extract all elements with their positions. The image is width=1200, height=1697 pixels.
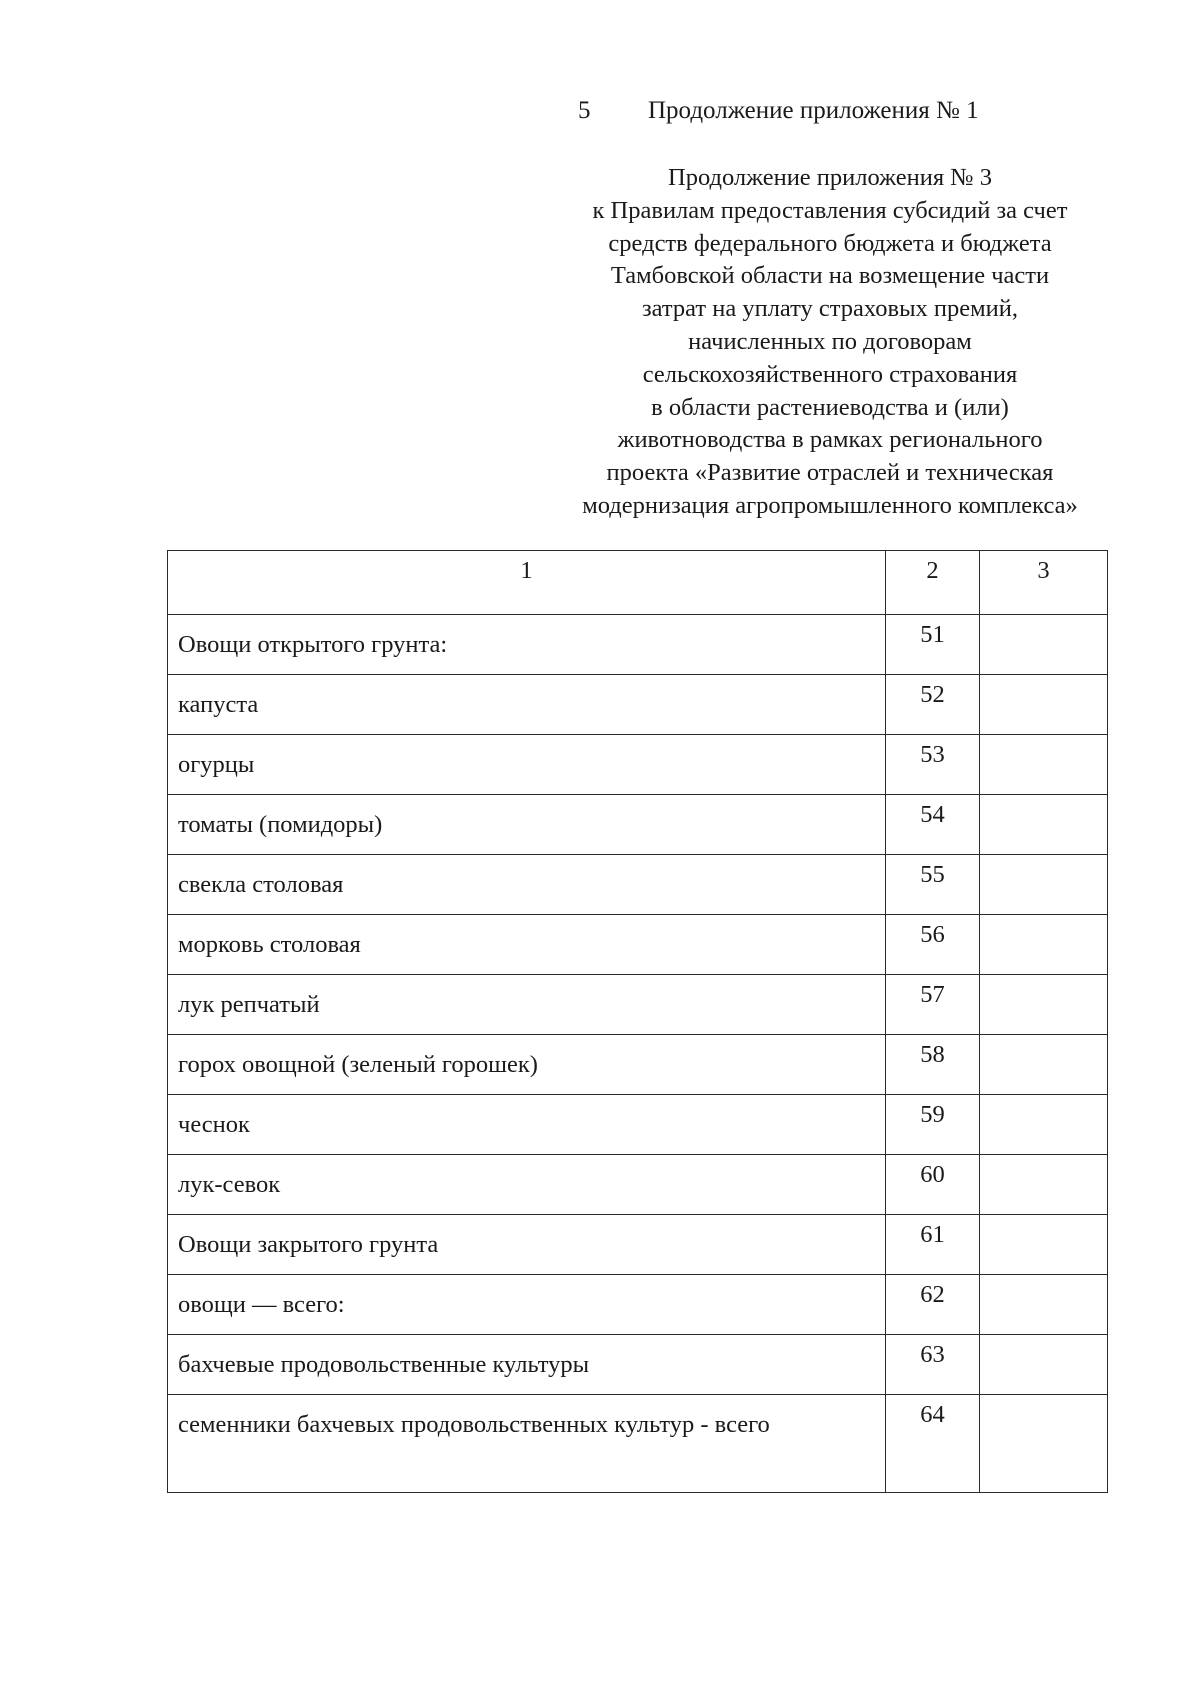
table-row <box>168 1395 1108 1493</box>
row-value <box>980 1275 1108 1335</box>
appendix-heading-line: Продолжение приложения № 3 <box>668 164 992 191</box>
table-row <box>168 735 1108 795</box>
row-name: капуста <box>168 675 886 735</box>
appendix-heading-line: начисленных по договорам <box>688 327 972 355</box>
column-header: 2 <box>886 551 980 615</box>
table-row <box>168 675 1108 735</box>
appendix-heading-line: животноводства в рамках регионального <box>617 426 1043 454</box>
row-name: огурцы <box>168 735 886 795</box>
row-value <box>980 915 1108 975</box>
table-row <box>168 615 1108 675</box>
continuation-label: Продолжение приложения № 1 <box>648 97 979 124</box>
row-code: 64 <box>886 1395 980 1493</box>
row-value <box>980 1035 1108 1095</box>
row-code: 51 <box>886 615 980 675</box>
row-code: 58 <box>886 1035 980 1095</box>
row-value <box>980 1335 1108 1395</box>
row-name: свекла столовая <box>168 855 886 915</box>
table-row <box>168 975 1108 1035</box>
row-code: 53 <box>886 735 980 795</box>
table-row <box>168 795 1108 855</box>
row-value <box>980 795 1108 855</box>
table-row <box>168 1155 1108 1215</box>
row-code: 63 <box>886 1335 980 1395</box>
table-row <box>168 1215 1108 1275</box>
row-value <box>980 1215 1108 1275</box>
table-header-row <box>168 551 1108 615</box>
row-name: лук-севок <box>168 1155 886 1215</box>
appendix-heading-line: в области растениеводства и (или) <box>651 393 1009 421</box>
row-code: 61 <box>886 1215 980 1275</box>
row-code: 60 <box>886 1155 980 1215</box>
row-value <box>980 975 1108 1035</box>
row-value <box>980 1095 1108 1155</box>
appendix-heading-line: к Правилам предоставления субсидий за счет <box>592 196 1068 224</box>
row-name: семенники бахчевых продовольственных культур - всего <box>168 1395 886 1493</box>
row-name: Овощи закрытого грунта <box>168 1215 886 1275</box>
row-name: морковь столовая <box>168 915 886 975</box>
row-name: лук репчатый <box>168 975 886 1035</box>
row-name: томаты (помидоры) <box>168 795 886 855</box>
table-row <box>168 1335 1108 1395</box>
row-code: 54 <box>886 795 980 855</box>
table-row <box>168 915 1108 975</box>
row-name: Овощи открытого грунта: <box>168 615 886 675</box>
appendix-heading-line: затрат на уплату страховых премий, <box>641 295 1018 323</box>
appendix-heading-line: модернизация агропромышленного комплекса» <box>582 491 1078 519</box>
page-number: 5 <box>578 97 591 124</box>
row-value <box>980 735 1108 795</box>
row-value <box>980 855 1108 915</box>
table-row <box>168 1275 1108 1335</box>
appendix-heading-line: средств федерального бюджета и бюджета <box>608 229 1052 257</box>
table-row <box>168 855 1108 915</box>
data-table <box>167 550 1108 1493</box>
row-value <box>980 1155 1108 1215</box>
column-header: 1 <box>168 551 886 615</box>
row-value <box>980 675 1108 735</box>
row-name: овощи — всего: <box>168 1275 886 1335</box>
table-row <box>168 1035 1108 1095</box>
row-code: 55 <box>886 855 980 915</box>
row-code: 59 <box>886 1095 980 1155</box>
row-value <box>980 1395 1108 1493</box>
row-name: горох овощной (зеленый горошек) <box>168 1035 886 1095</box>
row-value <box>980 615 1108 675</box>
row-code: 56 <box>886 915 980 975</box>
appendix-heading-line: проекта «Развитие отраслей и техническая <box>606 459 1054 487</box>
appendix-heading-line: сельскохозяйственного страхования <box>642 360 1018 388</box>
row-code: 62 <box>886 1275 980 1335</box>
row-code: 57 <box>886 975 980 1035</box>
column-header: 3 <box>980 551 1108 615</box>
row-name: чеснок <box>168 1095 886 1155</box>
appendix-heading <box>490 162 1170 523</box>
appendix-heading-line: Тамбовской области на возмещение части <box>610 262 1050 290</box>
row-name: бахчевые продовольственные культуры <box>168 1335 886 1395</box>
table-row <box>168 1095 1108 1155</box>
row-code: 52 <box>886 675 980 735</box>
